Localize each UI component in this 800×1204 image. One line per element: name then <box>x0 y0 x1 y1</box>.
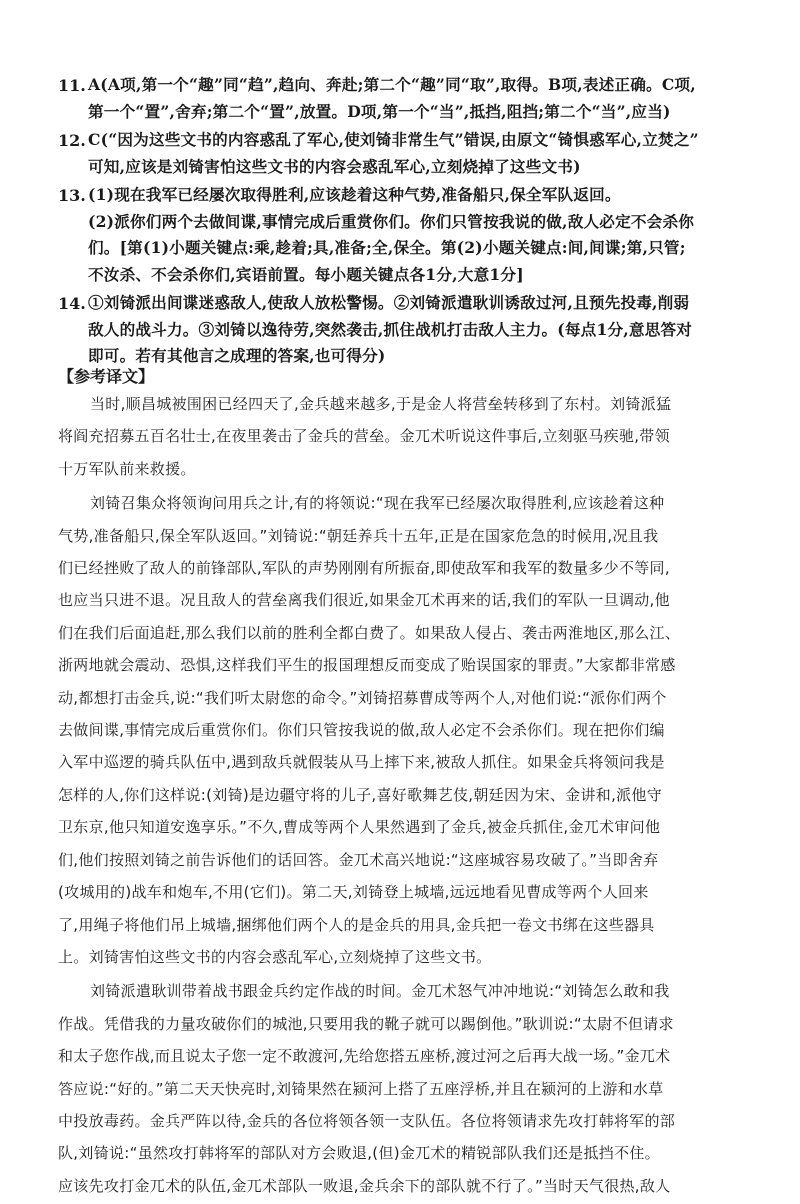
answer-body <box>88 182 758 288</box>
translation-line: 去做间谍,事情完成后重赏你们。你们只管按我说的做,敌人必定不会杀你们。现在把你们编 <box>58 721 665 740</box>
answer-number: 11. <box>58 76 86 95</box>
answer-line: 可知,应该是刘锜害怕这些文书的内容会惑乱军心,立刻烧掉了这些文书) <box>88 156 581 176</box>
translation-line: 队,刘锜说:“虽然攻打韩将军的部队对方会败退,(但)金兀术的精锐部队我们还是抵挡不住。 <box>58 1144 660 1163</box>
translation-line: 应该先攻打金兀术的队伍,金兀术部队一败退,金兵余下的部队就不行了。”当时天气很热,敌人 <box>58 1176 671 1195</box>
translation-line: 入军中巡逻的骑兵队伍中,遇到敌兵就假装从马上摔下来,被敌人抓住。如果金兵将领问我是 <box>58 753 665 772</box>
translation-line: 们已经挫败了敌人的前锋部队,军队的声势刚刚有所振奋,即使敌军和我军的数量多少不等同, <box>58 559 670 578</box>
translation-paragraph <box>58 975 770 1202</box>
answer-line: 第一个“置”,舍弃;第二个“置”,放置。D项,第一个“当”,抵挡,阻挡;第二个“当”,应当) <box>88 101 671 121</box>
answer-line: C(“因为这些文书的内容惑乱了军心,使刘锜非常生气”错误,由原文“锜惧惑军心,立焚之” <box>88 130 699 149</box>
translation-line: 们,他们按照刘锜之前告诉他们的话回答。金兀术高兴地说:“这座城容易攻破了。”当即舍弃 <box>58 850 659 869</box>
translation-paragraph <box>58 487 770 973</box>
translation-line: 十万军队前来救援。 <box>58 459 196 478</box>
answer-section <box>58 72 758 372</box>
answer-number: 13. <box>58 186 86 205</box>
translation-paragraph <box>58 388 770 485</box>
answer-line: 敌人的战斗力。③刘锜以逸待劳,突然袭击,抓住战机打击敌人主力。(每点1分,意思答对 <box>88 319 693 339</box>
answer-number: 14. <box>58 294 86 313</box>
answer-line: ①刘锜派出间谍迷惑敌人,使敌人放松警惕。②刘锜派遣耿训诱敌过河,且预先投毒,削弱 <box>88 293 690 312</box>
translation-line: 浙两地就会震动、恐惧,这样我们平生的报国理想反而变成了贻误国家的罪责。”大家都非常感 <box>58 656 676 675</box>
translation-line: 怎样的人,你们这样说:(刘锜)是边疆守将的儿子,喜好歌舞艺伎,朝廷因为宋、金讲和,派他守 <box>58 785 663 804</box>
answer-line: 们。[第(1)小题关键点:乘,趁着;具,准备;全,保全。第(2)小题关键点:间,间谍;第,只管; <box>88 238 686 257</box>
translation-line: 答应说:“好的。”第二天天快亮时,刘锜果然在颍河上搭了五座浮桥,并且在颍河的上游和水草 <box>58 1079 664 1098</box>
translation-line: 气势,准备船只,保全军队返回。”刘锜说:“朝廷养兵十五年,正是在国家危急的时候用,况且我 <box>58 526 659 545</box>
translation-line: 上。刘锜害怕这些文书的内容会惑乱军心,立刻烧掉了这些文书。 <box>58 947 492 966</box>
answer-line: (2)派你们两个去做间谍,事情完成后重赏你们。你们只管按我说的做,敌人必定不会杀你 <box>88 211 695 231</box>
translation-line: 刘锜召集众将领询问用兵之计,有的将领说:“现在我军已经屡次取得胜利,应该趁着这种 <box>90 494 665 513</box>
translation-line: 动,都想打击金兵,说:“我们听太尉您的命令。”刘锜招募曹成等两个人,对他们说:“派你们两个 <box>58 688 667 707</box>
answer-line: 不汝杀、不会杀你们,宾语前置。每小题关键点各1分,大意1分] <box>88 264 524 284</box>
translation-line: 了,用绳子将他们吊上城墙,捆绑他们两个人的是金兵的用具,金兵把一卷文书绑在这些器具 <box>58 915 655 934</box>
answer-number: 12. <box>58 131 86 150</box>
answer-line: (1)现在我军已经屡次取得胜利,应该趁着这种气势,准备船只,保全军队返回。 <box>88 185 621 204</box>
translation-line: 也应当只进不退。况且敌人的营垒离我们很近,如果金兀术再来的话,我们的军队一旦调动,他 <box>58 591 670 610</box>
answer-body <box>88 127 758 180</box>
answer-item <box>58 182 758 288</box>
translation-line: 中投放毒药。金兵严阵以待,金兵的各位将领各领一支队伍。各位将领请求先攻打韩将军的部 <box>58 1111 676 1130</box>
translation-line: 们在我们后面追赶,那么我们以前的胜利全都白费了。如果敌人侵占、袭击两淮地区,那么江、 <box>58 623 681 642</box>
translation-line: (攻城用的)战车和炮车,不用(它们)。第二天,刘锜登上城墙,远远地看见曹成等两个人回来 <box>58 883 649 902</box>
answer-line: A(A项,第一个“趣”同“趋”,趋向、奔赴;第二个“趣”同“取”,取得。B项,表述正确。C项, <box>88 75 696 94</box>
answer-body <box>88 72 758 125</box>
answer-item <box>58 127 758 180</box>
translation-line: 将阎充招募五百名壮士,在夜里袭击了金兵的营垒。金兀术听说这件事后,立刻驱马疾驰,带领 <box>58 427 670 446</box>
answer-item <box>58 72 758 125</box>
translation-line: 卫东京,他只知道安逸享乐。”不久,曹成等两个人果然遇到了金兵,被金兵抓住,金兀术审问他 <box>58 818 661 837</box>
answer-line: 即可。若有其他言之成理的答案,也可得分) <box>88 346 386 365</box>
translation-line: 当时,顺昌城被围困已经四天了,金兵越来越多,于是金人将营垒转移到了东村。刘锜派猛 <box>90 395 672 413</box>
answer-body <box>88 290 758 370</box>
reference-translation-heading: 【参考译文】 <box>58 367 155 386</box>
answer-item <box>58 290 758 370</box>
translation-line: 刘锜派遣耿训带着战书跟金兵约定作战的时间。金兀术怒气冲冲地说:“刘锜怎么敢和我 <box>90 982 670 1001</box>
translation-line: 作战。凭借我的力量攻破你们的城池,只要用我的靴子就可以踢倒他。”耿训说:“太尉不但请求 <box>58 1014 674 1033</box>
translation-line: 和太子您作战,而且说太子您一定不敢渡河,先给您搭五座桥,渡过河之后再大战一场。”金兀术 <box>58 1047 671 1066</box>
reference-translation <box>58 388 770 1204</box>
